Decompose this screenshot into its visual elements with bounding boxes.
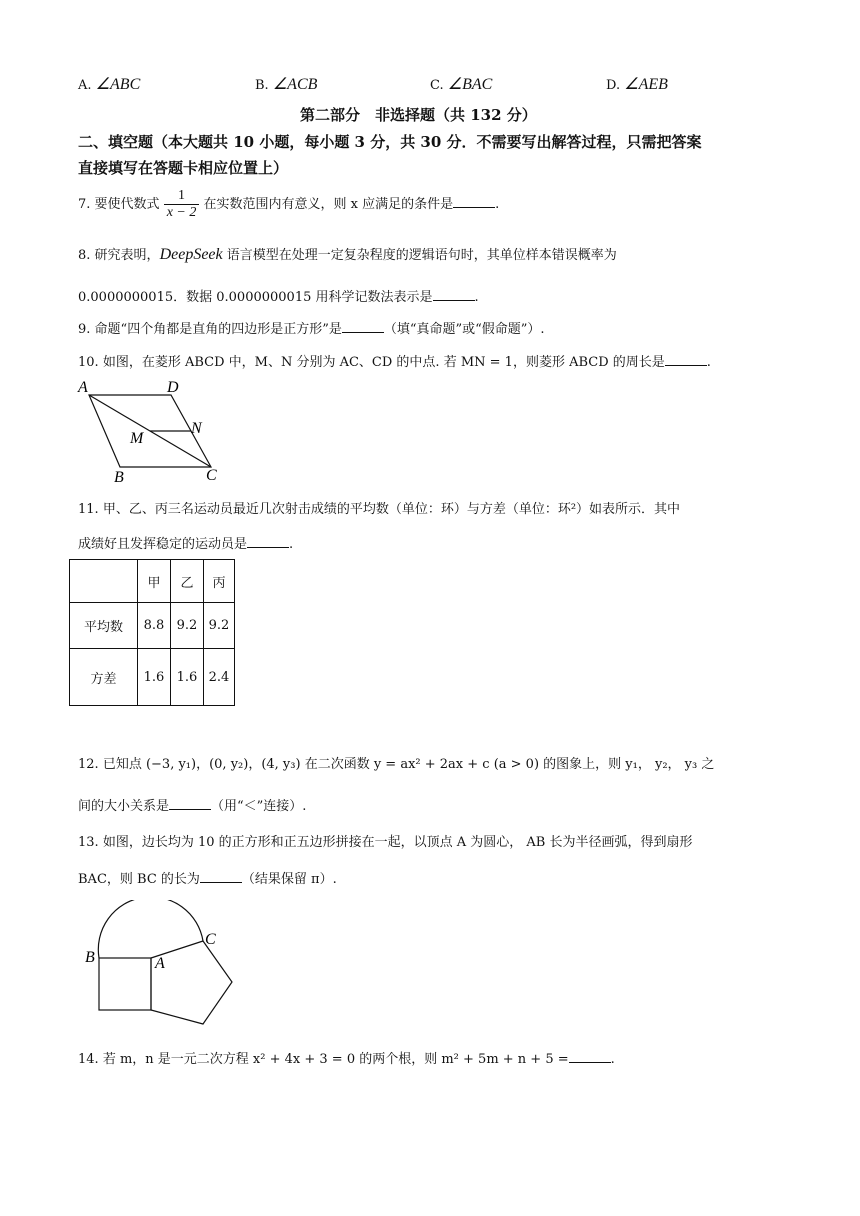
q10-answer-blank bbox=[665, 353, 707, 366]
table-cell: 9.2 bbox=[171, 603, 204, 649]
option-d bbox=[606, 74, 668, 94]
q10-number: 10. bbox=[78, 355, 99, 370]
table-header-cell: 乙 bbox=[171, 560, 204, 603]
q9-number: 9. bbox=[78, 322, 91, 337]
table-header-cell bbox=[70, 560, 138, 603]
q7-fraction bbox=[164, 188, 200, 221]
q7-frac-num: 1 bbox=[164, 188, 200, 205]
table-header-row bbox=[70, 560, 235, 603]
question-8-line1 bbox=[78, 244, 617, 264]
option-c-label: C. bbox=[430, 78, 444, 93]
question-13-line1 bbox=[78, 831, 693, 850]
option-c bbox=[430, 74, 492, 94]
q7-answer-blank bbox=[453, 195, 495, 208]
table-header-cell: 甲 bbox=[138, 560, 171, 603]
question-11-line2 bbox=[78, 533, 293, 552]
stats-table bbox=[69, 559, 235, 706]
table-cell: 1.6 bbox=[138, 649, 171, 706]
q14-number: 14. bbox=[78, 1052, 99, 1067]
q8-line2: 0.0000000015．数据 0.0000000015 用科学记数法表示是 bbox=[78, 290, 433, 305]
square-pentagon-figure bbox=[80, 900, 240, 1032]
question-9 bbox=[78, 318, 545, 337]
q12-line1: 已知点 (−3, y₁)，(0, y₂)，(4, y₃) 在二次函数 y = ax² + 2ax + c (a > 0) 的图象上，则 y₁， y₂， y₃ 之 bbox=[102, 757, 715, 772]
label-b: B bbox=[114, 469, 124, 486]
question-11-line1 bbox=[78, 498, 680, 517]
label-a: A bbox=[155, 955, 165, 972]
q9-answer-blank bbox=[342, 320, 384, 333]
label-n: N bbox=[191, 420, 202, 437]
q8-end: . bbox=[474, 290, 479, 305]
q7-number: 7. bbox=[78, 197, 91, 212]
q8-post: 语言模型在处理一定复杂程度的逻辑语句时，其单位样本错误概率为 bbox=[226, 248, 617, 263]
option-a-label: A. bbox=[78, 78, 92, 93]
q12-number: 12. bbox=[78, 757, 99, 772]
table-cell: 8.8 bbox=[138, 603, 171, 649]
table-cell: 1.6 bbox=[171, 649, 204, 706]
arc-bc bbox=[98, 900, 203, 958]
q13-number: 13. bbox=[78, 835, 99, 850]
q14-end: . bbox=[610, 1052, 615, 1067]
q12-line2-pre: 间的大小关系是 bbox=[78, 799, 170, 814]
label-d: D bbox=[167, 379, 179, 396]
option-a bbox=[78, 74, 140, 94]
q11-number: 11. bbox=[78, 502, 99, 517]
q14-pre: 若 m，n 是一元二次方程 x² + 4x + 3 = 0 的两个根，则 m² + 5m + n + 5 = bbox=[102, 1052, 569, 1067]
option-c-text: ∠BAC bbox=[447, 76, 493, 93]
question-10 bbox=[78, 351, 711, 370]
square bbox=[99, 958, 151, 1010]
question-14 bbox=[78, 1048, 615, 1067]
q13-line2-pre: BAC，则 BC 的长为 bbox=[78, 872, 200, 887]
option-b bbox=[255, 74, 317, 94]
label-m: M bbox=[130, 430, 144, 447]
q9-post: （填“真命题”或“假命题”）. bbox=[383, 322, 545, 337]
label-c: C bbox=[205, 931, 216, 948]
question-12-line2 bbox=[78, 795, 306, 814]
option-d-label: D. bbox=[606, 78, 621, 93]
q7-post: 在实数范围内有意义，则 x 应满足的条件是 bbox=[203, 197, 454, 212]
table-cell: 2.4 bbox=[204, 649, 235, 706]
q13-line2-post: （结果保留 π）. bbox=[241, 872, 337, 887]
q11-answer-blank bbox=[247, 535, 289, 548]
table-row bbox=[70, 649, 235, 706]
label-a: A bbox=[78, 379, 88, 396]
q13-line1: 如图，边长均为 10 的正方形和正五边形拼接在一起，以顶点 A 为圆心， AB 长为半径画弧，得到扇形 bbox=[102, 835, 693, 850]
table-row bbox=[70, 603, 235, 649]
q10-text: 如图，在菱形 ABCD 中，M、N 分别为 AC、CD 的中点. 若 MN = 1，则菱形 ABCD 的周长是 bbox=[102, 355, 665, 370]
q7-frac-den: x − 2 bbox=[166, 205, 197, 220]
q9-pre: 命题“四个角都是直角的四边形是正方形”是 bbox=[94, 322, 342, 337]
label-b: B bbox=[85, 949, 95, 966]
option-a-text: ∠ABC bbox=[95, 76, 141, 93]
part-title: 第二部分 非选择题（共 132 分） bbox=[300, 106, 537, 124]
option-d-text: ∠AEB bbox=[624, 76, 668, 93]
option-b-text: ∠ACB bbox=[272, 76, 318, 93]
q12-answer-blank bbox=[169, 797, 211, 810]
q8-answer-blank bbox=[433, 288, 475, 301]
table-cell: 平均数 bbox=[70, 603, 138, 649]
q11-line2: 成绩好且发挥稳定的运动员是 bbox=[78, 537, 248, 552]
q14-answer-blank bbox=[569, 1050, 611, 1063]
table-cell: 9.2 bbox=[204, 603, 235, 649]
rhombus-figure bbox=[74, 376, 224, 486]
q8-model: DeepSeek bbox=[159, 246, 223, 263]
q7-end: . bbox=[495, 197, 500, 212]
option-b-label: B. bbox=[255, 78, 269, 93]
q8-number: 8. bbox=[78, 248, 91, 263]
q10-end: . bbox=[706, 355, 711, 370]
q13-answer-blank bbox=[200, 870, 242, 883]
question-8-line2 bbox=[78, 286, 479, 305]
q11-line1: 甲、乙、丙三名运动员最近几次射击成绩的平均数（单位：环）与方差（单位：环²）如表所示．其中 bbox=[102, 502, 681, 517]
table-header-cell: 丙 bbox=[204, 560, 235, 603]
label-c: C bbox=[206, 467, 217, 484]
section-heading-line2: 直接填写在答题卡相应位置上） bbox=[78, 159, 289, 177]
section-heading-line1: 二、填空题（本大题共 10 小题，每小题 3 分，共 30 分．不需要写出解答过程，只需把答案 bbox=[78, 133, 702, 151]
q12-line2-post: （用“＜”连接）. bbox=[211, 799, 307, 814]
q8-pre: 研究表明， bbox=[94, 248, 160, 263]
table-cell: 方差 bbox=[70, 649, 138, 706]
question-7 bbox=[78, 188, 499, 221]
q11-end: . bbox=[289, 537, 294, 552]
question-12-line1 bbox=[78, 753, 714, 772]
question-13-line2 bbox=[78, 868, 337, 887]
pentagon bbox=[151, 941, 232, 1024]
q7-pre: 要使代数式 bbox=[94, 197, 160, 212]
